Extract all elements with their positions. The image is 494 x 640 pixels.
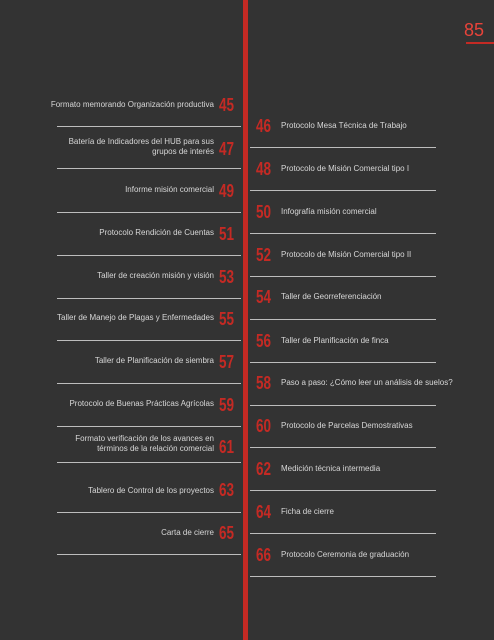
toc-entry-page: 64 — [256, 502, 272, 522]
toc-entry-title: Taller de creación misión y visión — [97, 271, 214, 280]
toc-entry-page: 51 — [219, 224, 235, 244]
toc-entry-page: 61 — [219, 437, 235, 457]
toc-divider — [250, 147, 436, 148]
toc-entry-page: 62 — [256, 459, 272, 479]
toc-divider — [57, 298, 241, 299]
toc-entry-page: 50 — [256, 202, 272, 222]
toc-divider — [57, 512, 241, 513]
toc-divider — [57, 126, 241, 127]
toc-entry-page: 49 — [219, 181, 235, 201]
toc-entry-title: Formato verificación de los avances en términos de la relación comercial — [75, 434, 214, 453]
toc-divider — [57, 212, 241, 213]
toc-divider — [57, 554, 241, 555]
toc-divider — [250, 490, 436, 491]
toc-entry-page: 48 — [256, 159, 272, 179]
toc-entry-title: Protocolo Rendición de Cuentas — [99, 228, 214, 237]
toc-divider — [57, 340, 241, 341]
toc-entry-title: Taller de Planificación de finca — [281, 336, 389, 345]
toc-entry-title: Paso a paso: ¿Cómo leer un análisis de suelos? — [281, 378, 453, 387]
toc-entry-title: Protocolo de Buenas Prácticas Agrícolas — [69, 399, 214, 408]
toc-entry-page: 55 — [219, 309, 235, 329]
toc-entry-title: Formato memorando Organización productiva — [50, 100, 214, 109]
toc-entry-page: 53 — [219, 267, 235, 287]
toc-entry-page: 46 — [256, 116, 272, 136]
toc-entry-title: Medición técnica intermedia — [281, 464, 381, 473]
toc-entry-page: 45 — [219, 95, 235, 115]
toc-divider — [250, 447, 436, 448]
toc-entry-title: Infografía misión comercial — [281, 207, 377, 216]
toc-divider — [250, 319, 436, 320]
toc-entry-title: Taller de Manejo de Plagas y Enfermedades — [57, 313, 214, 322]
toc-divider — [250, 276, 436, 277]
toc-entry-title: Protocolo Mesa Técnica de Trabajo — [281, 121, 407, 130]
toc-divider — [250, 233, 436, 234]
page-number: 85 — [463, 20, 484, 40]
toc-divider — [57, 383, 241, 384]
toc-entry-page: 65 — [219, 523, 235, 543]
toc-divider — [250, 362, 436, 363]
toc-entry-title: Protocolo de Misión Comercial tipo I — [281, 164, 410, 173]
toc-divider — [250, 576, 436, 577]
toc-divider — [57, 426, 241, 427]
toc-entry-title: Ficha de cierre — [281, 507, 334, 516]
toc-divider — [57, 168, 241, 169]
page-number-underline — [466, 42, 494, 44]
toc-entry-page: 60 — [256, 416, 272, 436]
toc-entry-page: 66 — [256, 545, 272, 565]
toc-entry-title: Protocolo Ceremonia de graduación — [281, 550, 410, 559]
toc-divider — [57, 255, 241, 256]
toc-entry-page: 63 — [219, 480, 235, 500]
toc-divider — [57, 462, 241, 463]
toc-entry-title: Tablero de Control de los proyectos — [88, 486, 214, 495]
toc-divider — [250, 190, 436, 191]
toc-divider — [250, 533, 436, 534]
toc-entry-page: 58 — [256, 373, 272, 393]
toc-entry-page: 54 — [256, 287, 272, 307]
center-spine-line — [243, 0, 248, 640]
toc-entry-page: 56 — [256, 331, 272, 351]
toc-divider — [250, 405, 436, 406]
toc-entry-title: Taller de Planificación de siembra — [94, 356, 214, 365]
toc-entry-title: Batería de Indicadores del HUB para sus grupos de interés — [68, 137, 214, 156]
toc-entry-page: 59 — [219, 395, 235, 415]
toc-entry-title: Protocolo de Parcelas Demostrativas — [281, 421, 413, 430]
toc-entry-title: Protocolo de Misión Comercial tipo II — [281, 250, 412, 259]
toc-entry-page: 57 — [219, 352, 235, 372]
toc-entry-title: Carta de cierre — [161, 528, 214, 537]
toc-entry-title: Informe misión comercial — [125, 185, 214, 194]
toc-entry-title: Taller de Georreferenciación — [281, 292, 382, 301]
toc-entry-page: 52 — [256, 245, 272, 265]
toc-entry-page: 47 — [219, 139, 235, 159]
